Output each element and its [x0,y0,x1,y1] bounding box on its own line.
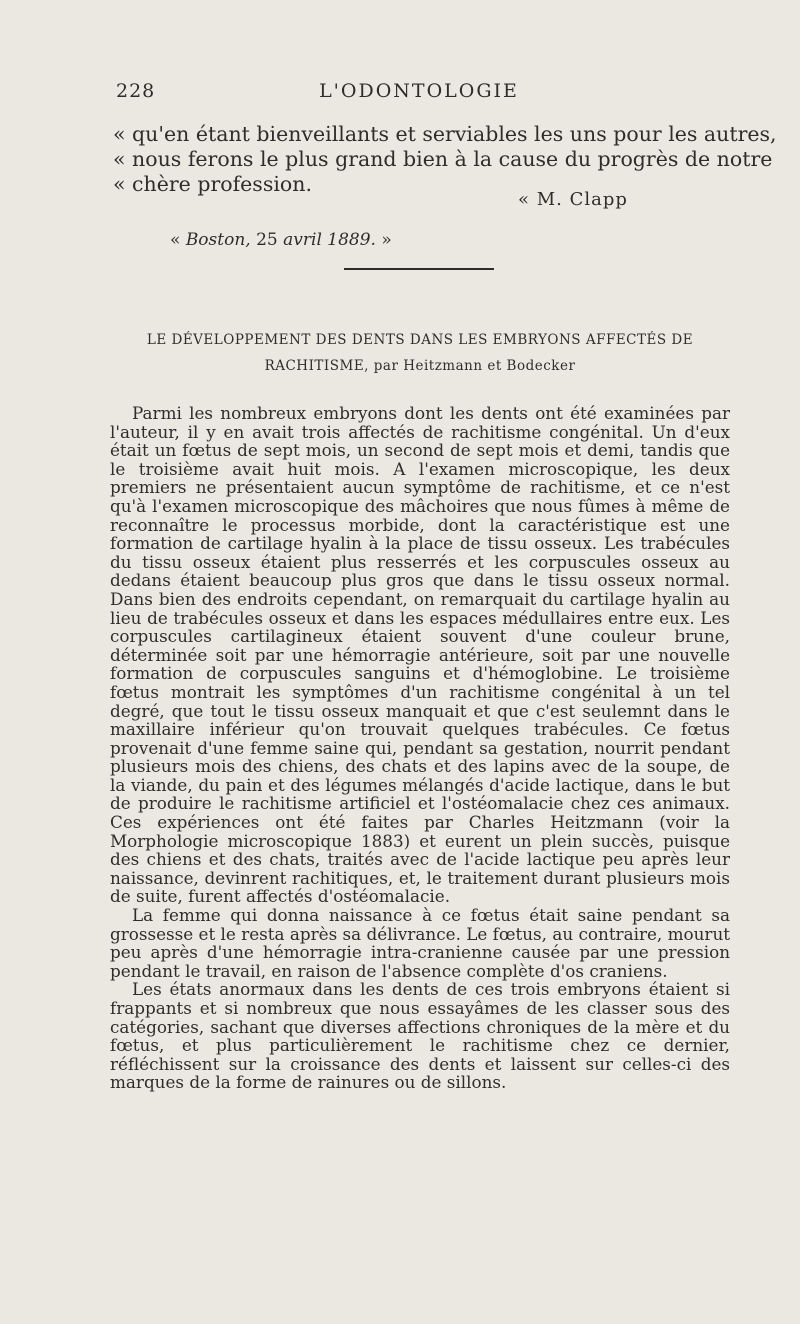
paragraph: La femme qui donna naissance à ce fœtus était saine pendant sa grossesse et le resta après sa délivrance. Le fœtus, au contraire, mourut peu après d'une hémorragie intra-cranienne causée par une pression pendant le travail, en raison de l'absence complète d'os craniens. [110,905,730,981]
quote-line-3: « chère profession. [113,172,312,196]
running-title: L'ODONTOLOGIE [319,80,519,102]
page-number: 228 [116,80,156,102]
section-divider [344,268,494,270]
paragraph: Parmi les nombreux embryons dont les dents ont été examinées par l'auteur, il y en avait trois affectés de rachitisme congénital. Un d'eux était un fœtus de sept mois, un second de sept mois et demi, tandis que le troisième avait huit mois. A l'examen microscopique, les deux premiers ne présentaient aucun symptôme de rachitisme, et ce n'est qu'à l'examen microscopique des mâchoires que nous fûmes à même de reconnaître le processus morbide, dont la caractéristique est une formation de cartilage hyalin à la place de tissu osseux. Les trabécules du tissu osseux étaient plus resserrés et les corpuscules osseux au dedans étaient beaucoup plus gros que dans le tissu osseux normal. Dans bien des endroits cependant, on remarquait du cartilage hyalin au lieu de trabécules osseux et dans les espaces médullaires entre eux. Les corpuscules cartilagineux étaient souvent d'une couleur brune, déterminée soit par une hémorragie antérieure, soit par une nouvelle formation de corpuscules sanguins et d'hémoglobine. Le troisième fœtus montrait les symptômes d'un rachitisme congénital à un tel degré, que tout le tissu osseux manquait et que c'est seulemnt dans le maxillaire inférieur qu'on trouvait quelques trabécules. Ce fœtus provenait d'une femme saine qui, pendant sa gestation, nourrit pendant plusieurs mois des chiens, des chats et des lapins avec de la soupe, de la viande, du pain et des légumes mélangés d'acide lactique, dans le but de produire le rachitisme artificiel et l'ostéomalacie chez ces animaux. Ces expériences ont été faites par Charles Heitzmann (voir la Morphologie microscopique 1883) et eurent un plein succès, puisque des chiens et des chats, traités avec de l'acide lactique peu après leur naissance, devinrent rachitiques, et, le traitement durant plusieurs mois de suite, furent affectés d'ostéomalacie. [110,403,730,907]
quote-line-1: « qu'en étant bienveillants et serviables les uns pour les autres, [113,122,777,146]
quote-dateline [170,230,392,250]
quote-signature: « M. Clapp [518,189,628,210]
article-heading-line-1: LE DÉVELOPPEMENT DES DENTS DANS LES EMBRYONS AFFECTÉS DE [146,332,694,348]
dateline-month-year: avril 1889. [283,230,376,250]
page-header [116,80,722,108]
paragraph: Les états anormaux dans les dents de ces trois embryons étaient si frappants et si nombreux que nous essayâmes de les classer sous des catégories, sachant que diverses affections chroniques de la mère et du fœtus, et plus particulièrement le rachitisme chez ce dernier, réfléchissent sur la croissance des dents et laissent sur celles-ci des marques de la forme de rainures ou de sillons. [110,979,730,1093]
dateline-day: 25 [250,230,284,250]
dateline-open: « [170,230,186,250]
dateline-close: » [375,230,392,250]
article-heading-line-2: RACHITISME, par Heitzmann et Bodecker [264,358,576,374]
quote-line-2: « nous ferons le plus grand bien à la cause du progrès de notre [113,147,773,171]
article-body [110,404,730,1092]
dateline-place: Boston, [185,230,251,250]
